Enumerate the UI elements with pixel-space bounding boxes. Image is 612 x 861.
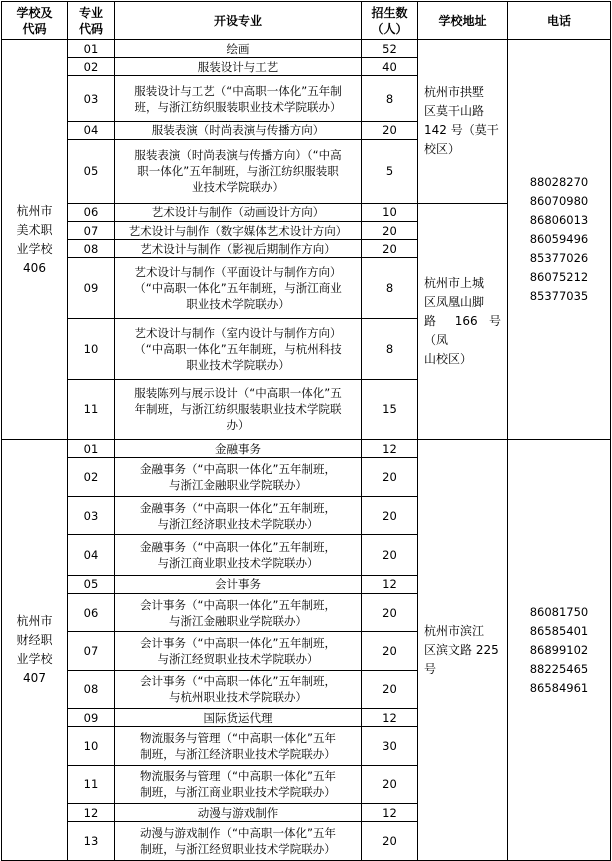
major-code-cell: 11: [68, 765, 115, 803]
major-name-cell: 金融事务（“中高职一体化”五年制班， 与浙江经济职业技术学院联办）: [115, 496, 362, 534]
major-name-cell: 会计事务（“中高职一体化”五年制班， 与杭州职业技术学院联办）: [115, 670, 362, 708]
address-cell: 杭州市拱墅 区莫干山路 142 号（莫干 校区）: [418, 40, 508, 204]
quota-cell: 30: [362, 727, 418, 765]
major-code-cell: 10: [68, 727, 115, 765]
major-code-cell: 09: [68, 258, 115, 319]
major-name-cell: 服装设计与工艺（“中高职一体化”五年制 班，与浙江纺织服装职业技术学院联办）: [115, 76, 362, 121]
major-name-cell: 艺术设计与制作（平面设计与制作方向） （“中高职一体化”五年制班，与浙江商业 职业技术学院联办）: [115, 258, 362, 319]
address-cell: 杭州市滨江 区滨文路 225 号: [418, 440, 508, 861]
major-code-cell: 09: [68, 709, 115, 727]
quota-cell: 20: [362, 765, 418, 803]
major-code-cell: 06: [68, 203, 115, 221]
quota-cell: 20: [362, 593, 418, 631]
table-row: [2, 440, 611, 458]
quota-cell: 10: [362, 203, 418, 221]
quota-cell: 12: [362, 440, 418, 458]
major-code-cell: 12: [68, 804, 115, 822]
phone-cell: 86081750 86585401 86899102 88225465 86584961: [508, 440, 611, 861]
major-name-cell: 服装表演（时尚表演与传播方向）: [115, 121, 362, 139]
major-code-cell: 05: [68, 575, 115, 593]
table-row: [2, 40, 611, 58]
quota-cell: 5: [362, 140, 418, 204]
major-name-cell: 物流服务与管理（“中高职一体化”五年 制班，与浙江商业职业技术学院联办）: [115, 765, 362, 803]
major-code-cell: 02: [68, 58, 115, 76]
major-name-cell: 物流服务与管理（“中高职一体化”五年 制班，与浙江经济职业技术学院联办）: [115, 727, 362, 765]
quota-cell: 8: [362, 76, 418, 121]
quota-cell: 12: [362, 709, 418, 727]
major-code-cell: 07: [68, 632, 115, 670]
header-major: 开设专业: [115, 2, 362, 40]
quota-cell: 20: [362, 496, 418, 534]
quota-cell: 20: [362, 670, 418, 708]
quota-cell: 12: [362, 804, 418, 822]
quota-cell: 20: [362, 535, 418, 575]
major-code-cell: 07: [68, 221, 115, 239]
major-code-cell: 08: [68, 240, 115, 258]
major-code-cell: 01: [68, 40, 115, 58]
major-name-cell: 动漫与游戏制作（“中高职一体化”五年 制班，与浙江经贸职业技术学院联办）: [115, 822, 362, 861]
major-name-cell: 动漫与游戏制作: [115, 804, 362, 822]
major-code-cell: 03: [68, 76, 115, 121]
quota-cell: 20: [362, 121, 418, 139]
major-code-cell: 06: [68, 593, 115, 631]
quota-cell: 20: [362, 240, 418, 258]
major-code-cell: 08: [68, 670, 115, 708]
header-code: 专业 代码: [68, 2, 115, 40]
major-name-cell: 金融事务（“中高职一体化”五年制班， 与浙江商业职业技术学院联办）: [115, 535, 362, 575]
major-name-cell: 服装陈列与展示设计（“中高职一体化”五 年制班，与浙江纺织服装职业技术学院联 办）: [115, 379, 362, 440]
header-school: 学校及 代码: [2, 2, 68, 40]
major-name-cell: 服装表演（时尚表演与传播方向）（“中高 职一体化”五年制班，与浙江纺织服装职 业技术学院联办）: [115, 140, 362, 204]
major-name-cell: 金融事务: [115, 440, 362, 458]
major-name-cell: 会计事务: [115, 575, 362, 593]
quota-cell: 12: [362, 575, 418, 593]
phone-cell: 88028270 86070980 86806013 86059496 85377026 86075212 85377035: [508, 40, 611, 440]
major-name-cell: 艺术设计与制作（室内设计与制作方向） （“中高职一体化”五年制班，与杭州科技 职业技术学院联办）: [115, 318, 362, 379]
major-code-cell: 05: [68, 140, 115, 204]
quota-cell: 8: [362, 318, 418, 379]
major-name-cell: 绘画: [115, 40, 362, 58]
major-code-cell: 01: [68, 440, 115, 458]
header-quota: 招生数 （人）: [362, 2, 418, 40]
school-name-cell: 杭州市 财经职 业学校 407: [2, 440, 68, 861]
quota-cell: 40: [362, 58, 418, 76]
major-code-cell: 10: [68, 318, 115, 379]
header-row: [2, 2, 611, 40]
quota-cell: 8: [362, 258, 418, 319]
major-name-cell: 会计事务（“中高职一体化”五年制班， 与浙江经贸职业技术学院联办）: [115, 632, 362, 670]
quota-cell: 20: [362, 221, 418, 239]
quota-cell: 15: [362, 379, 418, 440]
major-code-cell: 13: [68, 822, 115, 861]
major-code-cell: 11: [68, 379, 115, 440]
header-phone: 电话: [508, 2, 611, 40]
major-name-cell: 会计事务（“中高职一体化”五年制班， 与浙江金融职业学院联办）: [115, 593, 362, 631]
table-body: [2, 40, 611, 861]
major-name-cell: 国际货运代理: [115, 709, 362, 727]
major-code-cell: 03: [68, 496, 115, 534]
major-name-cell: 服装设计与工艺: [115, 58, 362, 76]
major-name-cell: 艺术设计与制作（数字媒体艺术设计方向）: [115, 221, 362, 239]
quota-cell: 20: [362, 822, 418, 861]
enrollment-table: [1, 1, 611, 861]
school-name-cell: 杭州市 美术职 业学校 406: [2, 40, 68, 440]
major-name-cell: 艺术设计与制作（影视后期制作方向）: [115, 240, 362, 258]
quota-cell: 20: [362, 632, 418, 670]
quota-cell: 20: [362, 458, 418, 496]
major-code-cell: 04: [68, 535, 115, 575]
major-code-cell: 02: [68, 458, 115, 496]
major-name-cell: 艺术设计与制作（动画设计方向）: [115, 203, 362, 221]
quota-cell: 52: [362, 40, 418, 58]
header-address: 学校地址: [418, 2, 508, 40]
major-name-cell: 金融事务（“中高职一体化”五年制班， 与浙江金融职业学院联办）: [115, 458, 362, 496]
address-cell: 杭州市上城 区凤凰山脚 路 166 号（凤 山校区）: [418, 203, 508, 440]
major-code-cell: 04: [68, 121, 115, 139]
